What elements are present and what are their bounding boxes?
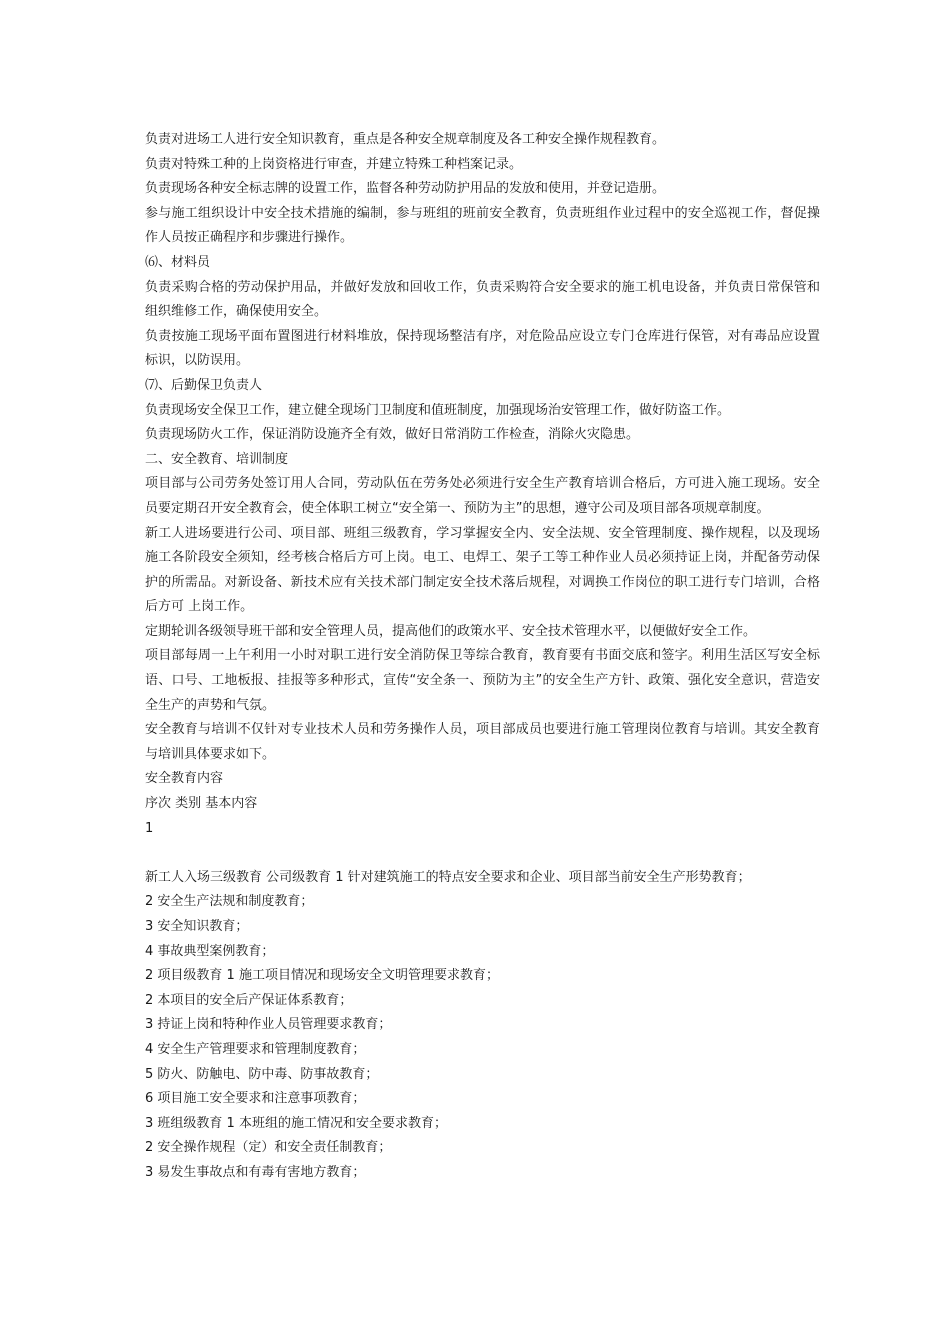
table-row: 2 项目级教育 1 施工项目情况和现场安全文明管理要求教育； xyxy=(145,968,499,984)
paragraph: 负责对进场工人进行安全知识教育，重点是各种安全规章制度及各工种安全操作规程教育。 xyxy=(145,132,666,147)
table-row: 3 班组级教育 1 本班组的施工情况和安全要求教育； xyxy=(145,1115,447,1131)
paragraph: 负责对特殊工种的上岗资格进行审查，并建立特殊工种档案记录。 xyxy=(145,156,523,172)
table-row: 6 项目施工安全要求和注意事项教育； xyxy=(145,1091,366,1107)
document-page xyxy=(145,128,820,1186)
document-body-bottom xyxy=(145,866,820,1186)
table-row-index: 1 xyxy=(145,820,154,836)
table-title: 安全教育内容 xyxy=(145,771,224,787)
table-row: 3 安全知识教育； xyxy=(145,919,249,934)
section-heading-training: 二、安全教育、培训制度 xyxy=(145,451,289,467)
table-row: 2 本项目的安全后产保证体系教育； xyxy=(145,992,353,1008)
paragraph: 项目部每周一上午利用一小时对职工进行安全消防保卫等综合教育，教育要有书面交底和签字。利用生活区写安全标语、口号、工地板报、挂报等多种形式，宣传“安全条一、预防为主”的安全生产方针、政策、强化安全意识，营造安全生产的声势和气氛。 xyxy=(145,648,820,713)
section-heading-security: ⑺、后勤保卫负责人 xyxy=(145,377,263,393)
paragraph: 负责采购合格的劳动保护用品，并做好发放和回收工作，负责采购符合安全要求的施工机电设备，并负责日常保管和组织维修工作，确保使用安全。 xyxy=(145,279,820,320)
paragraph: 安全教育与培训不仅针对专业技术人员和劳务操作人员，项目部成员也要进行施工管理岗位教育与培训。其安全教育与培训具体要求如下。 xyxy=(145,722,820,762)
paragraph: 负责现场安全保卫工作，建立健全现场门卫制度和值班制度，加强现场治安管理工作，做好防盗工作。 xyxy=(145,402,731,418)
paragraph: 负责按施工现场平面布置图进行材料堆放，保持现场整洁有序，对危险品应设立专门仓库进行保管，对有毒品应设置标识，以防误用。 xyxy=(145,328,820,369)
paragraph: 负责现场各种安全标志牌的设置工作，监督各种劳动防护用品的发放和使用，并登记造册。 xyxy=(145,181,666,197)
table-row: 2 安全操作规程（定）和安全责任制教育； xyxy=(145,1140,392,1156)
paragraph: 定期轮训各级领导班干部和安全管理人员，提高他们的政策水平、安全技术管理水平，以便做好安全工作。 xyxy=(145,623,757,639)
section-heading-materials: ⑹、材料员 xyxy=(145,254,211,270)
paragraph: 项目部与公司劳务处签订用人合同，劳动队伍在劳务处必须进行安全生产教育培训合格后，方可进入施工现场。安全员要定期召开安全教育会，使全体职工树立“安全第一、预防为主”的思想，遵守公司及项目部各项规章制度。 xyxy=(145,476,820,516)
document-body-top xyxy=(145,128,820,841)
table-row: 4 事故典型案例教育； xyxy=(145,943,275,959)
table-row: 2 安全生产法规和制度教育； xyxy=(145,894,314,910)
paragraph: 负责现场防火工作，保证消防设施齐全有效，做好日常消防工作检查，消除火灾隐患。 xyxy=(145,427,640,443)
paragraph: 新工人进场要进行公司、项目部、班组三级教育，学习掌握安全内、安全法规、安全管理制度、操作规程，以及现场施工各阶段安全须知，经考核合格后方可上岗。电工、电焊工、架子工等工种作业人员必须持证上岗，并配备劳动保护的所需品。对新设备、新技术应有关技术部门制定安全技术落后规程，对调换工作岗位的职工进行专门培训，合格后方可 上岗工作。 xyxy=(145,525,820,615)
table-row: 3 持证上岗和特种作业人员管理要求教育； xyxy=(145,1017,392,1033)
table-row: 4 安全生产管理要求和管理制度教育； xyxy=(145,1041,366,1057)
table-row: 新工人入场三级教育 公司级教育 1 针对建筑施工的特点安全要求和企业、项目部当前安全生产形势教育； xyxy=(145,869,751,885)
paragraph: 参与施工组织设计中安全技术措施的编制，参与班组的班前安全教育，负责班组作业过程中的安全巡视工作，督促操作人员按正确程序和步骤进行操作。 xyxy=(145,205,820,246)
blank-line xyxy=(145,841,820,866)
table-row: 3 易发生事故点和有毒有害地方教育； xyxy=(145,1164,366,1180)
table-header-row: 序次 类别 基本内容 xyxy=(145,796,258,812)
table-row: 5 防火、防触电、防中毒、防事故教育； xyxy=(145,1066,379,1082)
